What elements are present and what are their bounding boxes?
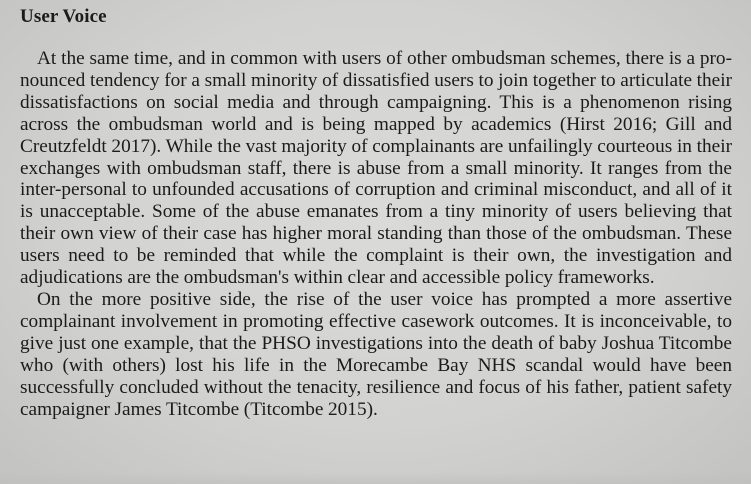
section-body [20,48,732,420]
page-shadow [0,472,751,484]
paragraph-2: On the more positive side, the rise of the user voice has prompted a more assertive complainant involvement in promoting effective casework outcomes. It is inconceivable, to give just one example, that the PHSO investigations into the death of baby Joshua Titcombe who (with others) lost his life in the Morecambe Bay NHS scandal would have been successfully concluded without the tenacity, resilience and focus of his father, patient safety campaigner James Titcombe (Titcombe 2015). [20,288,732,420]
section-heading: User Voice [20,6,107,27]
paragraph-1: At the same time, and in common with users of other ombudsman schemes, there is a pronounced tendency for a small minority of dissatisfied users to join together to articulate their dissatisfactions on social media and through campaigning. This is a phenomenon rising across the ombudsman world and is being mapped by academics (Hirst 2016; Gill and Creutzfeldt 2017). While the vast majority of complainants are unfailingly courteous in their exchanges with ombudsman staff, there is abuse from a small minority. It ranges from the inter-personal to unfounded accusations of corruption and criminal misconduct, and all of it is unacceptable. Some of the abuse emanates from a tiny minority of users believing that their own view of their case has higher moral standing than those of the ombudsman. These users need to be reminded that while the complaint is their own, the investigation and adjudications are the ombudsman's within clear and accessible policy frameworks. [20,48,732,289]
